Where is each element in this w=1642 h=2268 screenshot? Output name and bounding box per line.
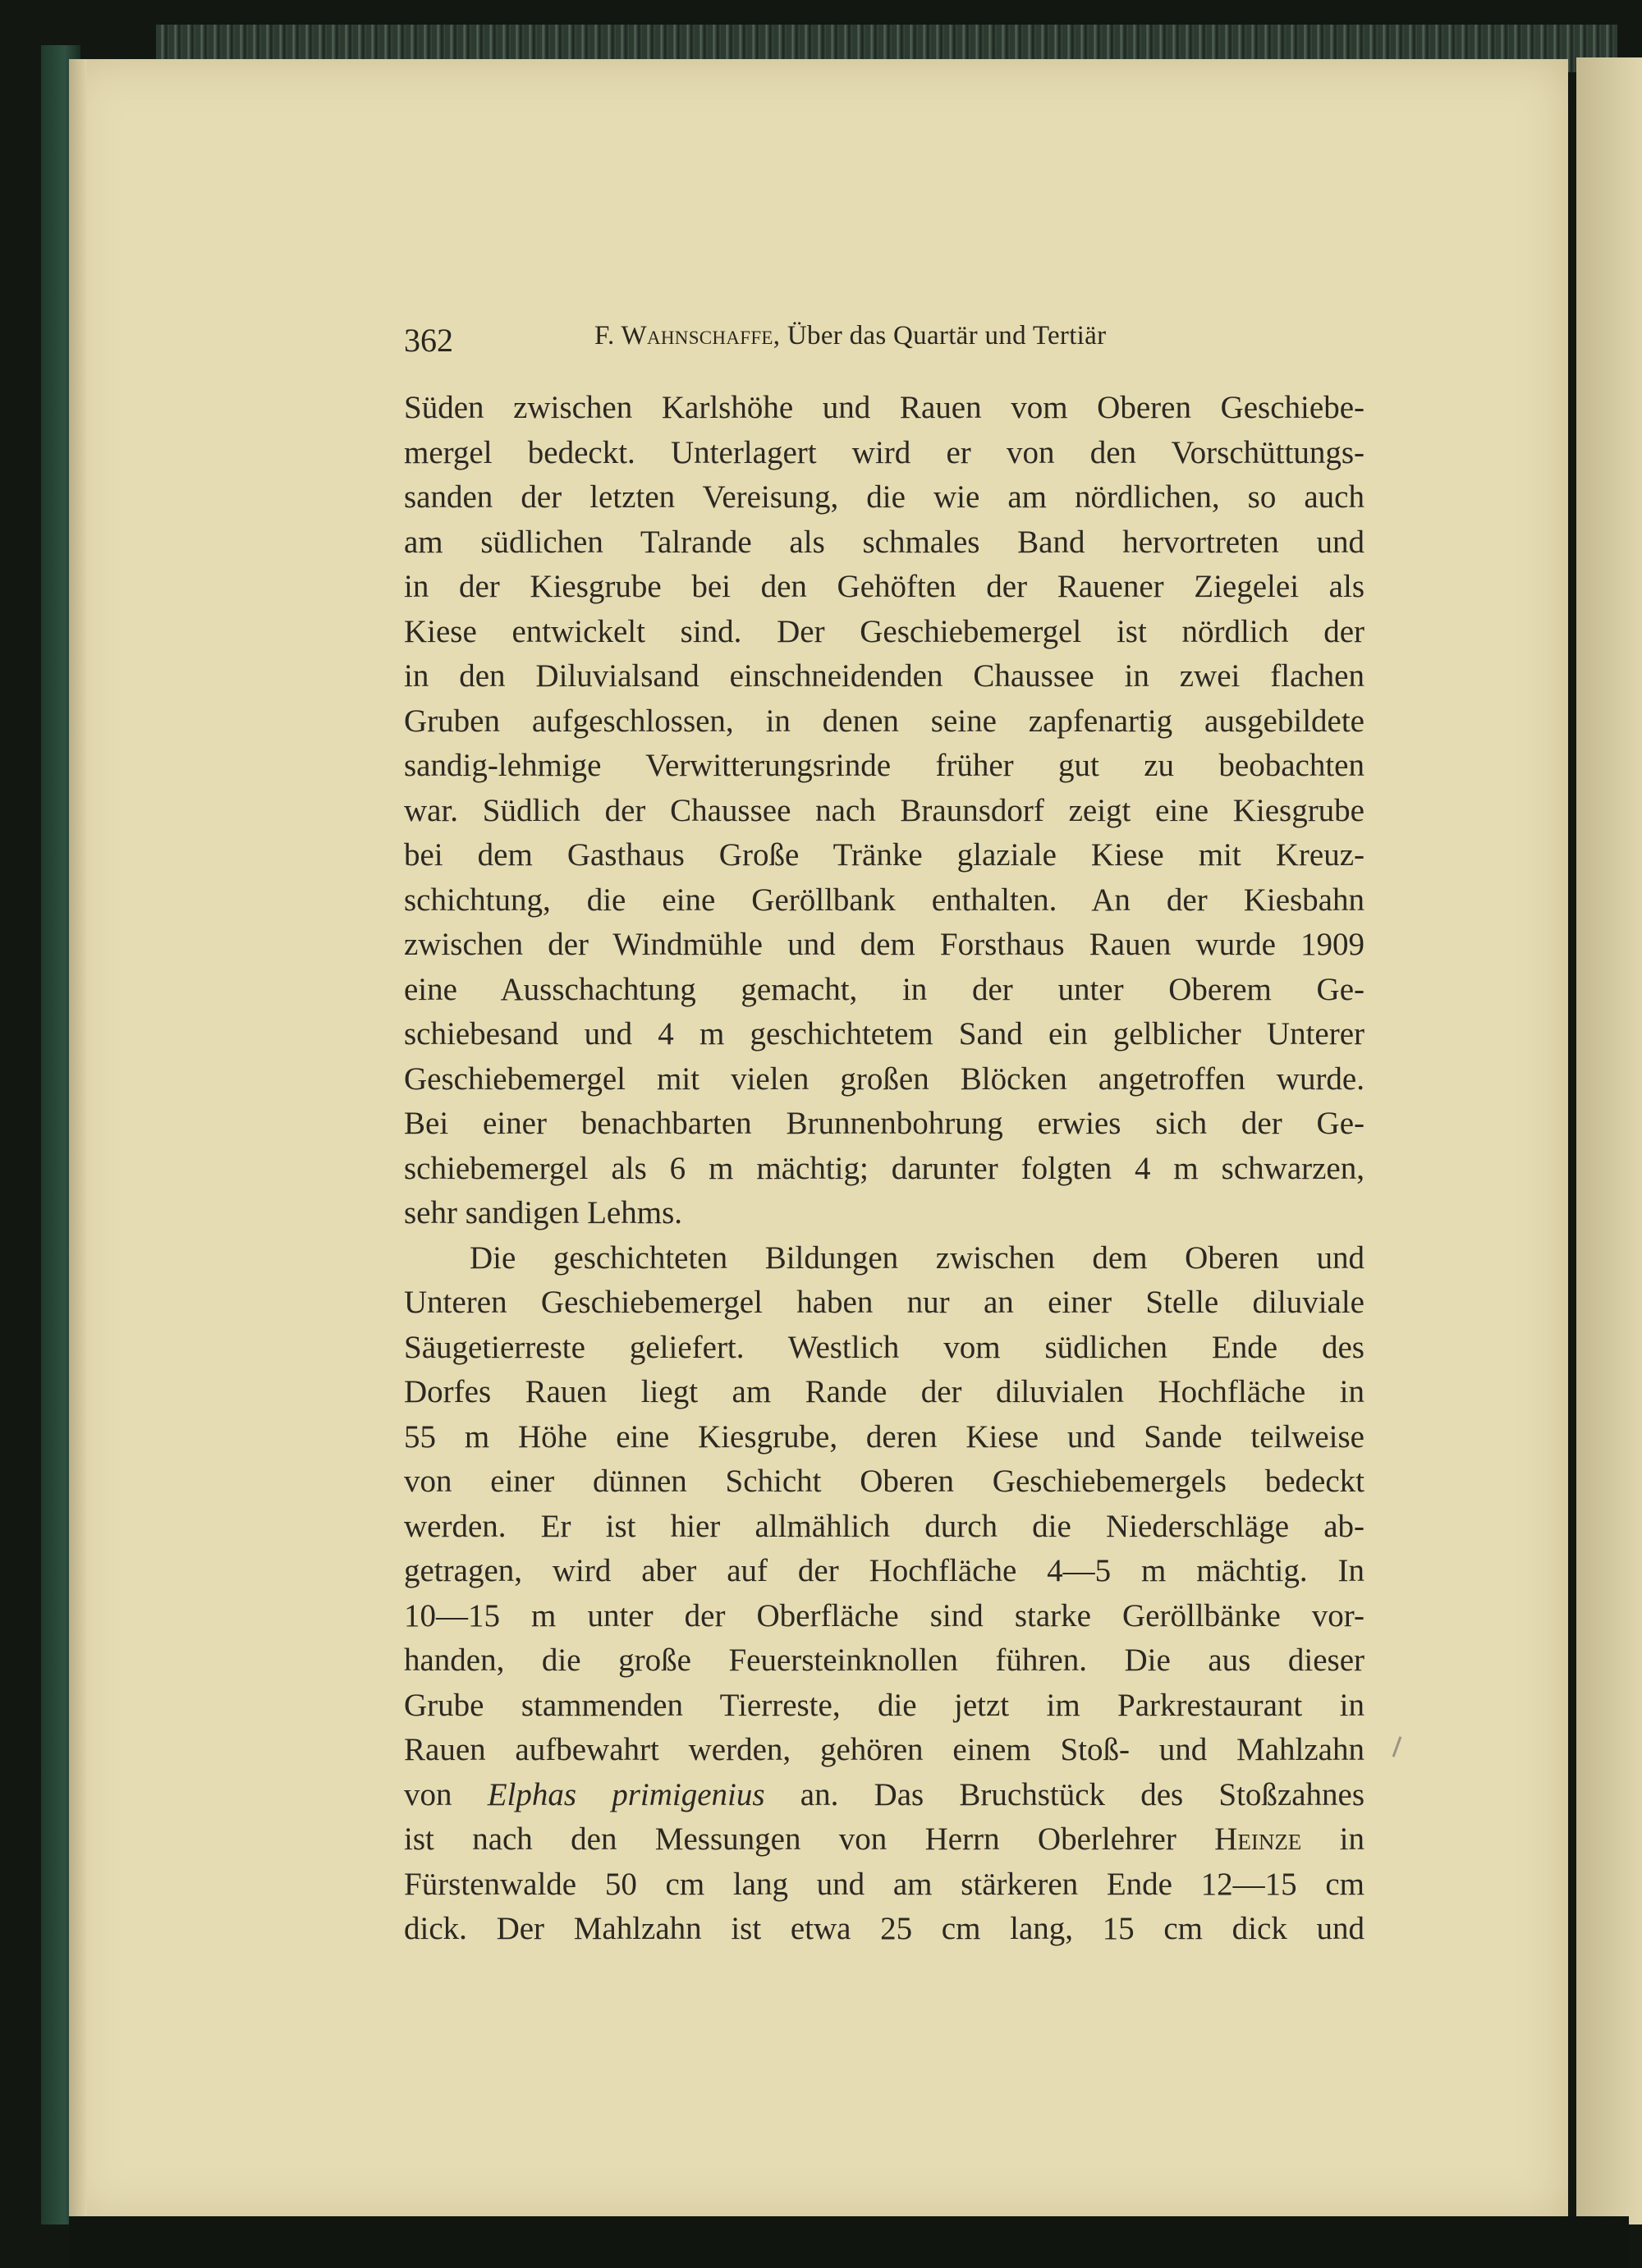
line-suffix: in [1339, 1821, 1365, 1857]
text-line: am südlichen Talrande als schmales Band hervortreten und [404, 524, 1365, 560]
facing-page-edge [1576, 57, 1642, 2224]
text-line: dick. Der Mahlzahn ist etwa 25 cm lang, 15 cm dick und [404, 1911, 1365, 1946]
running-title-author: F. Wahnschaffe, [594, 321, 781, 351]
text-line: werden. Er ist hier allmählich durch die Niederschläge ab- [404, 1508, 1365, 1544]
text-line: Gruben aufgeschlossen, in denen seine zapfenartig ausgebildete [404, 703, 1365, 739]
text-line: handen, die große Feuersteinknollen führen. Die aus dieser [404, 1643, 1365, 1678]
page-gutter [69, 59, 87, 2221]
text-line: in den Diluvialsand einschneidenden Chaussee in zwei flachen [404, 658, 1365, 694]
text-line: Kiese entwickelt sind. Der Geschiebemergel ist nördlich der [404, 613, 1365, 649]
text-line: Fürstenwalde 50 cm lang und am stärkeren Ende 12—15 cm [404, 1866, 1365, 1902]
text-line: schiebesand und 4 m geschichtetem Sand ein gelblicher Unterer [404, 1016, 1365, 1052]
text-line: sehr sandigen Lehms. [404, 1195, 683, 1230]
text-line: Bei einer benachbarten Brunnenbohrung erwies sich der Ge- [404, 1106, 1365, 1141]
text-line: in der Kiesgrube bei den Gehöften der Rauener Ziegelei als [404, 569, 1365, 604]
running-title-text: Über das Quartär und Tertiär [787, 321, 1107, 351]
line-suffix: an. Das Bruchstück des Stoßzahnes [800, 1776, 1365, 1812]
bottom-shadow [69, 2216, 1629, 2268]
text-line: schichtung, die eine Geröllbank enthalten. An der Kiesbahn [404, 882, 1365, 918]
text-line: Grube stammenden Tierreste, die jetzt im Parkrestaurant in [404, 1687, 1365, 1723]
person-name: Heinze [1214, 1821, 1302, 1857]
text-line: 55 m Höhe eine Kiesgrube, deren Kiese und Sande teilweise [404, 1418, 1365, 1455]
text-line: sanden der letzten Vereisung, die wie am nördlichen, so auch [404, 479, 1365, 515]
text-line-with-species [404, 1773, 1365, 1818]
page-number: 362 [404, 322, 453, 359]
body-text [404, 386, 1365, 1952]
text-line: Säugetierreste geliefert. Westlich vom südlichen Ende des [404, 1329, 1365, 1365]
running-header [404, 316, 1365, 365]
text-line: Rauen aufbewahrt werden, gehören einem Stoß- und Mahlzahn [404, 1732, 1365, 1767]
text-line: Geschiebemergel mit vielen großen Blöcken angetroffen wurde. [404, 1061, 1365, 1097]
text-line: eine Ausschachtung gemacht, in der unter Oberem Ge- [404, 971, 1365, 1007]
text-line: Dorfes Rauen liegt am Rande der diluvialen Hochfläche in [404, 1374, 1365, 1409]
line-prefix: von [404, 1776, 452, 1812]
running-title [594, 321, 1106, 351]
text-line: getragen, wird aber auf der Hochfläche 4—5 m mächtig. In [404, 1553, 1365, 1588]
text-line: war. Südlich der Chaussee nach Braunsdorf zeigt eine Kiesgrube [404, 792, 1365, 828]
text-line: sandig-lehmige Verwitterungsrinde früher gut zu beobachten [404, 748, 1365, 783]
species-name: Elphas primigenius [487, 1776, 765, 1812]
text-line: bei dem Gasthaus Große Tränke glaziale Kiese mit Kreuz- [404, 837, 1365, 873]
text-line: Süden zwischen Karlshöhe und Rauen vom Oberen Geschiebe- [404, 390, 1365, 425]
text-line: Unteren Geschiebemergel haben nur an einer Stelle diluviale [404, 1285, 1365, 1320]
text-line: mergel bedeckt. Unterlagert wird er von den Vorschüttungs- [404, 434, 1365, 470]
text-line: zwischen der Windmühle und dem Forsthaus Rauen wurde 1909 [404, 927, 1365, 962]
text-line: Die geschichteten Bildungen zwischen dem Oberen und [470, 1239, 1365, 1276]
text-line: schiebemergel als 6 m mächtig; darunter folgten 4 m schwarzen, [404, 1150, 1365, 1186]
text-line-with-name [404, 1817, 1365, 1863]
text-line: von einer dünnen Schicht Oberen Geschiebemergels bedeckt [404, 1464, 1365, 1499]
text-line: 10—15 m unter der Oberfläche sind starke Geröllbänke vor- [404, 1597, 1365, 1633]
line-prefix: ist nach den Messungen von Herrn Oberlehrer [404, 1821, 1176, 1857]
